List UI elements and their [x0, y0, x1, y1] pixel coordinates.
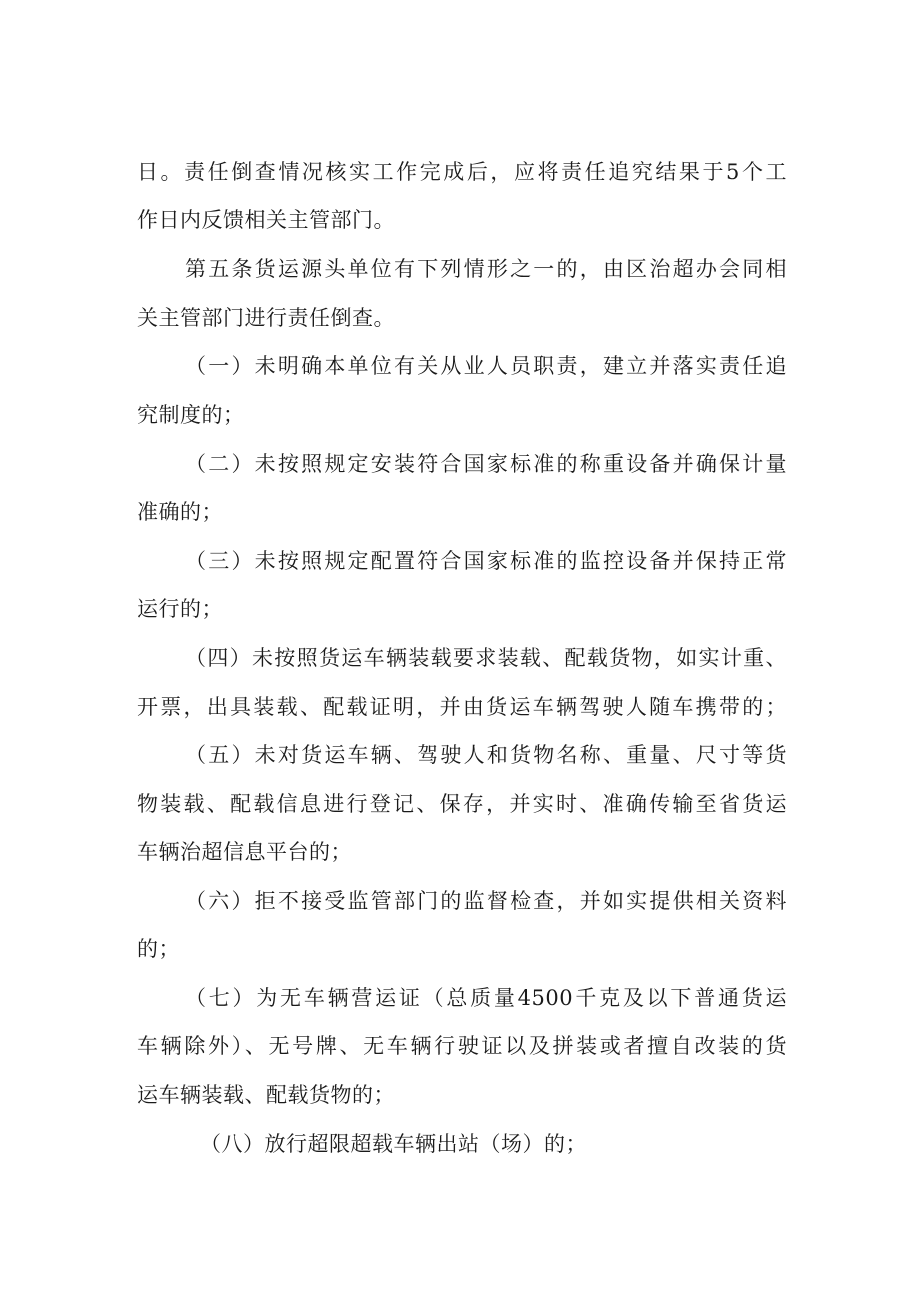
list-item-line: （一）未明确本单位有关从业人员职责，建立并落实责任追 [185, 354, 787, 378]
text-line: 日。责任倒查情况核实工作完成后，应将责任追究结果于5个工 [137, 160, 787, 184]
text-line: 车辆除外）、无号牌、无车辆行驶证以及拼装或者擅自改装的货 [137, 1034, 787, 1058]
text-line: 开票，出具装载、配载证明，并由货运车辆驾驶人随车携带的； [137, 695, 787, 719]
text-line: 作日内反馈相关主管部门。 [137, 208, 395, 232]
list-item-line: （八）放行超限超载车辆出站（场）的； [200, 1132, 587, 1156]
list-item-line: （二）未按照规定安装符合国家标准的称重设备并确保计量 [185, 452, 787, 476]
text-line: 车辆治超信息平台的； [137, 840, 352, 864]
text-line: 的； [137, 937, 180, 961]
text-line: 准确的； [137, 500, 223, 524]
list-item-line: （七）为无车辆营运证（总质量4500千克及以下普通货运 [185, 986, 787, 1010]
list-item-line: （五）未对货运车辆、驾驶人和货物名称、重量、尺寸等货 [185, 743, 787, 767]
list-item-line: （四）未按照货运车辆装载要求装载、配载货物，如实计重、 [185, 646, 787, 670]
list-item-line: （三）未按照规定配置符合国家标准的监控设备并保持正常 [185, 549, 787, 573]
text-line: 运车辆装载、配载货物的； [137, 1083, 395, 1107]
text-line: 物装载、配载信息进行登记、保存，并实时、准确传输至省货运 [137, 792, 787, 816]
article-heading-line: 第五条货运源头单位有下列情形之一的，由区治超办会同相 [185, 257, 787, 281]
text-line: 究制度的； [137, 403, 245, 427]
text-line: 关主管部门进行责任倒查。 [137, 306, 395, 330]
list-item-line: （六）拒不接受监管部门的监督检查，并如实提供相关资料 [185, 889, 787, 913]
text-line: 运行的； [137, 597, 223, 621]
